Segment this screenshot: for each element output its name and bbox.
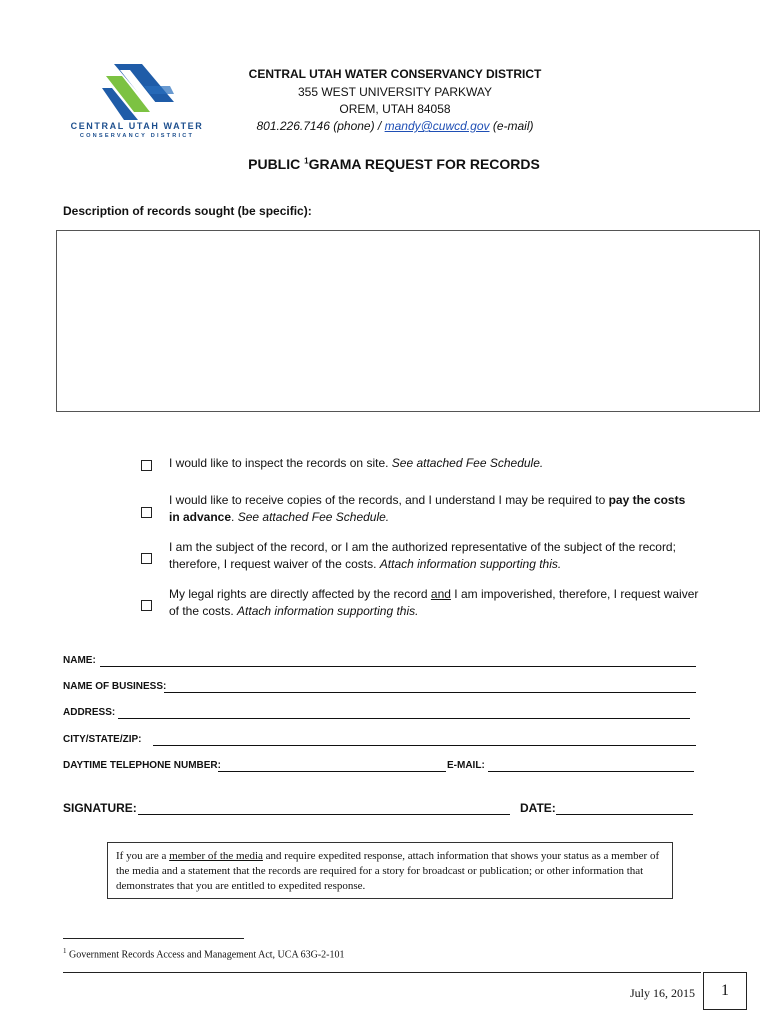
checkbox-receive-copies[interactable] (141, 507, 152, 518)
signature-label: SIGNATURE: (63, 801, 137, 815)
phone-text: 801.226.7146 (phone) / (256, 119, 385, 133)
footer-divider (63, 972, 701, 973)
logo-text-line1: CENTRAL UTAH WATER (70, 121, 204, 131)
description-label: Description of records sought (be specific): (63, 204, 312, 218)
business-label: NAME OF BUSINESS: (63, 681, 167, 692)
name-field[interactable] (100, 666, 696, 667)
footnote: $^1$ Government Records Access and Management Act, UCA 63G-2-101 (63, 947, 345, 961)
signature-field[interactable] (138, 814, 510, 815)
title-prefix: PUBLIC (248, 156, 305, 172)
email-link[interactable]: mandy@cuwcd.gov (384, 119, 490, 133)
footnote-divider (63, 938, 244, 939)
date-label: DATE: (520, 801, 556, 815)
email-label: E-MAIL: (447, 760, 485, 771)
organization-name: CENTRAL UTAH WATER CONSERVANCY DISTRICT (248, 67, 542, 81)
title-text: GRAMA REQUEST FOR RECORDS (308, 156, 540, 172)
address-field[interactable] (118, 718, 690, 719)
organization-city: OREM, UTAH 84058 (339, 102, 451, 116)
name-label: NAME: (63, 655, 96, 666)
option-impoverished: My legal rights are directly affected by the record and I am impoverished, therefore, I request waiver of the costs. Attach information supporting this. (169, 587, 699, 618)
email-suffix: (e-mail) (489, 119, 534, 133)
email-field[interactable] (488, 771, 694, 772)
description-textarea[interactable] (56, 230, 760, 412)
option-inspect-on-site: I would like to inspect the records on site. See attached Fee Schedule. (169, 456, 544, 470)
logo-text-line2: CONSERVANCY DISTRICT (79, 133, 195, 139)
media-note: If you are a member of the media and require expedited response, attach information that shows your status as a member of the media and a statement that the records are required for a story for broadcast or publication; or other information that demonstrates that you are entitled to expedited response. (107, 842, 673, 899)
organization-address: 355 WEST UNIVERSITY PARKWAY (297, 85, 493, 99)
water-district-logo-icon (100, 64, 174, 120)
address-label: ADDRESS: (63, 707, 116, 718)
page-number: 1 (703, 972, 747, 1010)
city-state-zip-label: CITY/STATE/ZIP: (63, 734, 142, 745)
organization-contact (230, 119, 560, 133)
date-field[interactable] (556, 814, 693, 815)
business-field[interactable] (164, 692, 696, 693)
option-subject-of-record: I am the subject of the record, or I am the authorized representative of the subject of the record; therefore, I request waiver of the costs. Attach information supporting this. (169, 540, 676, 571)
checkbox-impoverished[interactable] (141, 600, 152, 611)
checkbox-subject-of-record[interactable] (141, 553, 152, 564)
title-footnote-mark: 1 (304, 156, 309, 166)
form-title (160, 156, 628, 172)
option-receive-copies: I would like to receive copies of the records, and I understand I may be required to pay the costs in advance. See attached Fee Schedule. (169, 493, 686, 524)
city-state-zip-field[interactable] (153, 745, 696, 746)
checkbox-inspect-on-site[interactable] (141, 460, 152, 471)
phone-field[interactable] (218, 771, 446, 772)
phone-label: DAYTIME TELEPHONE NUMBER: (63, 760, 221, 771)
footer-date: July 16, 2015 (630, 986, 696, 1000)
